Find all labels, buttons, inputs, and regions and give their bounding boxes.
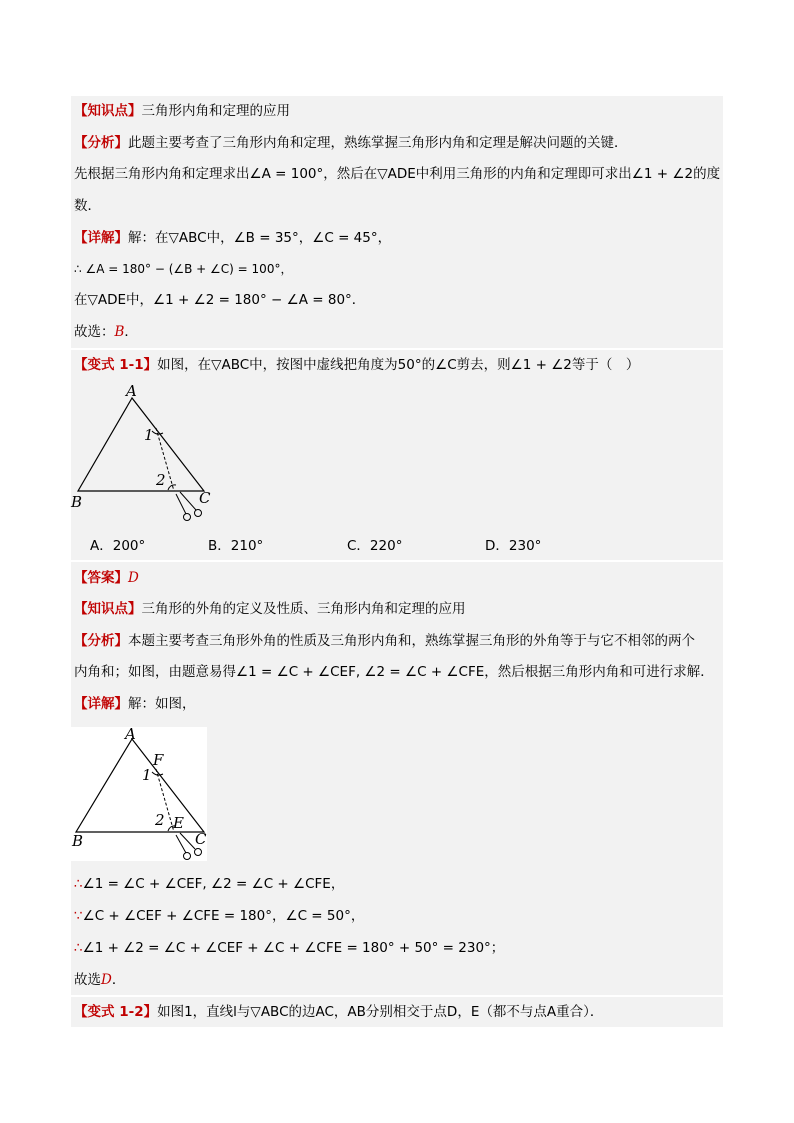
label-2: 2: [156, 471, 166, 489]
analysis-text-2: 本题主要考查三角形外角的性质及三角形内角和，熟练掌握三角形的外角等于与它不相邻的两个: [128, 633, 695, 649]
detail-line-3: 在▽ADE中，∠1 + ∠2 = 180° − ∠A = 80°．: [74, 292, 366, 308]
detail-line-2-0: [74, 694, 196, 714]
detail-tag: 【详解】: [74, 230, 128, 246]
scissors-icon: [176, 492, 202, 521]
label-b: B: [71, 493, 83, 511]
option-b[interactable]: B．210°: [208, 538, 264, 554]
therefore-symbol-2: ∴: [74, 940, 83, 956]
question-text-2: 如图1，直线l与▽ABC的边AC，AB分别相交于点D，E（都不与点A重合）．: [157, 1004, 604, 1020]
choice-suffix: ．: [124, 324, 138, 340]
label-c: C: [199, 489, 211, 507]
option-a[interactable]: A．200°: [90, 538, 146, 554]
question-tag-2: 【变式 1-2】: [74, 1004, 158, 1020]
knowledge-tag: 【知识点】: [74, 103, 142, 119]
detail-line-2-2: [74, 906, 364, 926]
question-text: 如图，在▽ABC中，按图中虚线把角度为50°的∠C剪去，则∠1 + ∠2等于（ ）: [157, 357, 640, 373]
question-1-2-line: [74, 1002, 603, 1022]
options-row: [90, 536, 541, 556]
triangle-figure-2: [71, 727, 207, 861]
answer-line: [74, 568, 139, 588]
label-2-2: 2: [155, 811, 165, 829]
analysis-tag-2: 【分析】: [74, 633, 128, 649]
label-c-2: C: [195, 830, 207, 848]
choice-prefix-2: 故选: [74, 972, 101, 988]
answer-letter-2: D: [101, 972, 112, 988]
label-a-2: A: [125, 727, 136, 743]
triangle-figure-1: [68, 384, 218, 524]
detail-line-2: ∴ ∠A = 180° − (∠B + ∠C) = 100°，: [74, 262, 293, 276]
eq-2: ∠C + ∠CEF + ∠CFE = 180°，∠C = 50°，: [82, 908, 365, 924]
analysis-line-2: 先根据三角形内角和定理求出∠A = 100°，然后在▽ADE中利用三角形的内角和定理即可求出∠1 + ∠2的度: [74, 166, 721, 182]
choice-line: [74, 322, 138, 342]
answer-value: D: [128, 570, 139, 586]
analysis-tag: 【分析】: [74, 135, 128, 151]
detail-tag-2: 【详解】: [74, 696, 128, 712]
analysis-text: 此题主要考查了三角形内角和定理，熟练掌握三角形内角和定理是解决问题的关键．: [128, 135, 628, 151]
detail-text-2: 解：如图，: [128, 696, 196, 712]
analysis-line-2-2: 内角和；如图，由题意易得∠1 = ∠C + ∠CEF, ∠2 = ∠C + ∠CFE，然后根据三角形内角和可进行求解．: [74, 664, 714, 680]
knowledge-line: [74, 101, 290, 121]
label-e: E: [173, 814, 184, 832]
label-a: A: [126, 384, 137, 400]
choice-prefix: 故选：: [74, 324, 115, 340]
option-c[interactable]: C．220°: [347, 538, 403, 554]
knowledge-text-2: 三角形的外角的定义及性质、三角形内角和定理的应用: [141, 601, 466, 617]
choice-suffix-2: ．: [111, 972, 126, 988]
detail-line-1: [74, 228, 391, 248]
knowledge-line-2: [74, 599, 466, 619]
label-1: 1: [144, 426, 154, 444]
analysis-line: [74, 133, 628, 153]
angle-2-arc: [168, 485, 176, 490]
label-1-2: 1: [142, 766, 152, 784]
label-f: F: [153, 751, 164, 769]
triangle-abc: [78, 398, 204, 491]
question-1-1-line: [74, 355, 639, 375]
eq-3: ∠1 + ∠2 = ∠C + ∠CEF + ∠C + ∠CFE = 180° + 50° = 230°；: [82, 940, 505, 956]
question-tag: 【变式 1-1】: [74, 357, 158, 373]
eq-1: ∠1 = ∠C + ∠CEF, ∠2 = ∠C + ∠CFE，: [82, 876, 345, 892]
triangle-abc-2: [76, 739, 204, 832]
detail-line-2-3: [74, 938, 504, 958]
analysis-line-3: 数．: [74, 198, 101, 214]
detail-line-2-1: [74, 874, 344, 894]
knowledge-text: 三角形内角和定理的应用: [141, 103, 290, 119]
label-b-2: B: [72, 832, 84, 850]
knowledge-tag-2: 【知识点】: [74, 601, 142, 617]
answer-letter: B: [114, 324, 125, 340]
choice-line-2: [74, 970, 125, 990]
therefore-symbol: ∴: [74, 876, 83, 892]
because-symbol: ∵: [74, 908, 83, 924]
detail-text: 解：在▽ABC中，∠B = 35°，∠C = 45°，: [128, 230, 392, 246]
analysis-line-2-1: [74, 631, 695, 651]
answer-tag: 【答案】: [74, 570, 128, 586]
option-d[interactable]: D．230°: [485, 538, 542, 554]
